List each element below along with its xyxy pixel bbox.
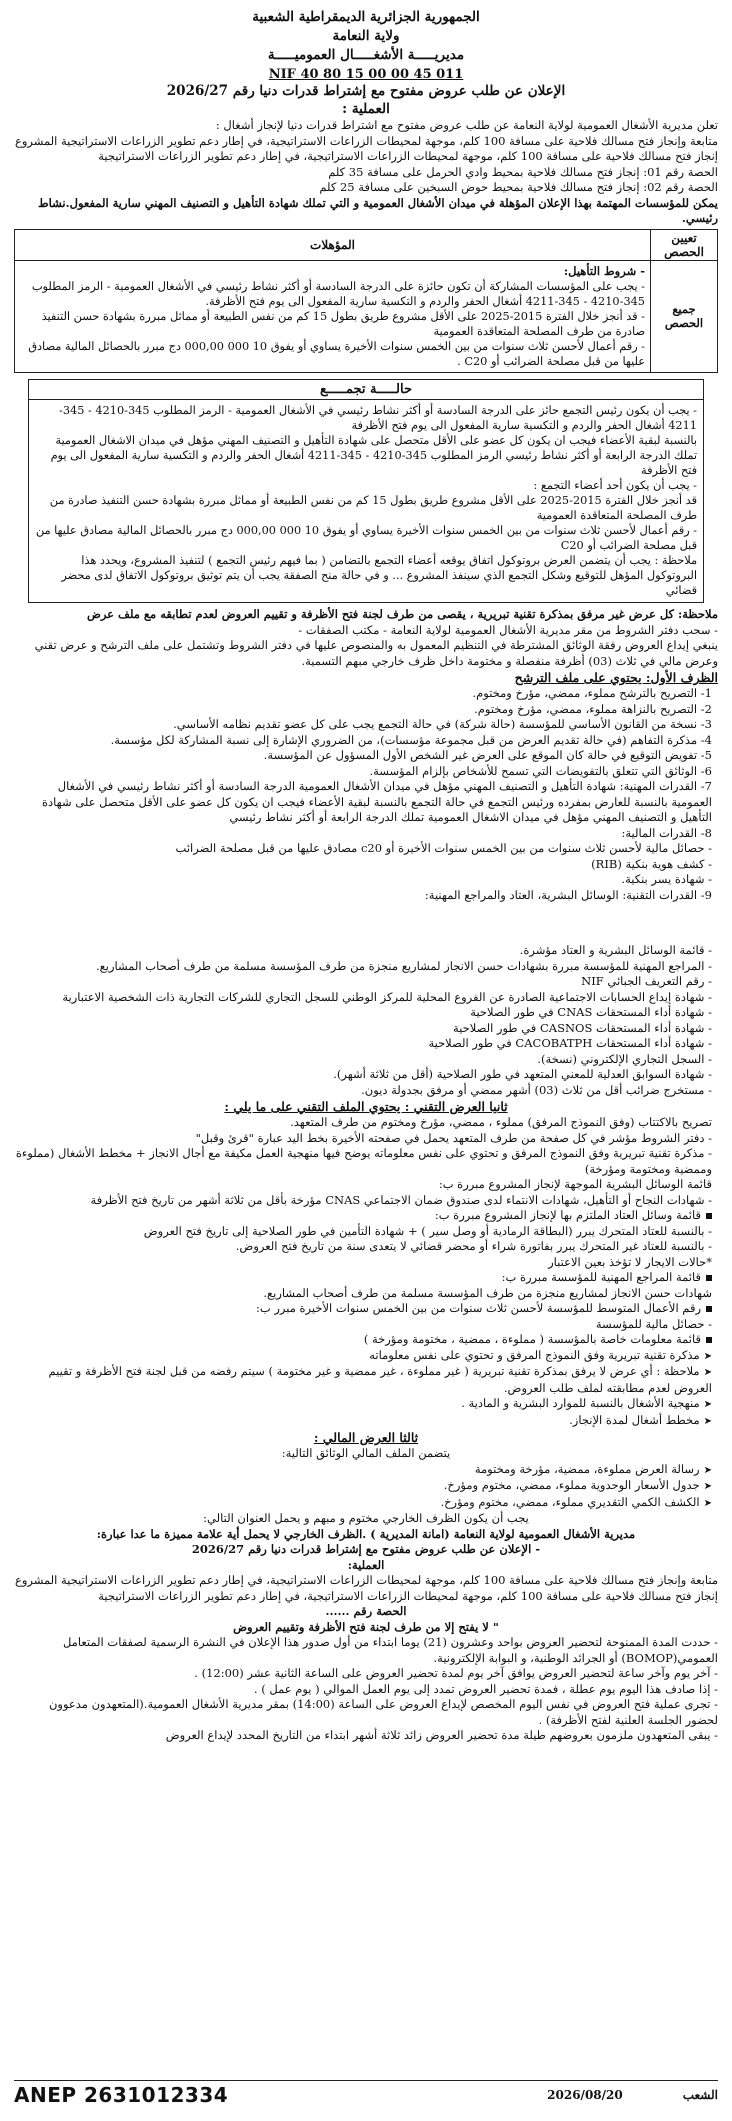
technical-item: - مذكرة تقنية تبريرية وفق النموذج المرفق و تحتوي على نفس معلوماته يوضح فيها منهجية العمل مكيفة مع أجال الانجاز + مخطط الأشغال (مملوءة وممضية ومختومة ومؤرخة) (15, 1146, 712, 1176)
closing-line: " لا يفتح إلا من طرف لجنة فتح الأظرفة وتقييم العروض (233, 1619, 499, 1634)
square-bullet-icon (706, 1275, 712, 1281)
technical-item (14, 1301, 718, 1317)
financial-offer-title: ثالثا العرض المالي : (313, 1430, 419, 1445)
closing-section (14, 1542, 718, 1744)
square-bullet-icon (706, 1306, 712, 1312)
financial-item-text: رسالة العرض مملوءة، ممضية، مؤرخة ومختومة (474, 1461, 700, 1476)
arrow-bullet-icon: ➤ (703, 1415, 712, 1427)
anep-reference: ANEP 2631012334 (14, 2083, 229, 2107)
envelope-item: 7- القدرات المهنية: شهادة التأهيل و التصنيف المهني مؤهل في ميدان الأشغال العمومية الدرجة السادسة أو أكثر نشاط رئيسي في الأشغال العمومية بالنسبة للعارض بمفرده ورئيس التجمع في حالة التجمع بالنسبة لبقية الأعضاء فيجب ان يكون كل عضو على الأقل متحصل على شهادة التأهيل و التصنيف المهني مؤهل في ميدان الاشغال العمومية تملك الدرجة الرابعة أو أكثر نشاط رئيسي (42, 779, 712, 824)
technical-item-text: مخطط أشغال لمدة الإنجاز. (569, 1412, 700, 1427)
technical-item: - حصائل مالية للمؤسسة (595, 1316, 712, 1331)
all-lots-cell: جميع الحصص (651, 260, 718, 373)
deposit-instructions: ينبغي إيداع العروض رفقة الوثائق المشترطة في التنظيم المعمول به والمنصوص عليها في دفتر الشروط وتشتمل على ملف الترشح و عرض تقني وعرض مالي في ثلاث (03) أظرفة منفصلة و مختومة داخل ظرف خارجي مبهم التسمية. (34, 638, 718, 668)
technical-item-text: رقم الأعمال المتوسط للمؤسسة لأحسن ثلاث سنوات من بين الخمس سنوات الأخيرة مبرر ب: (255, 1301, 701, 1315)
specs-withdrawal-text: - سحب دفتر الشروط من مقر مديرية الأشغال العمومية لولاية النعامة - مكتب الصفقات - (298, 622, 718, 637)
closing-line: - تجرى عملية فتح العروض في نفس اليوم المخصص لإيداع العروض على الساعة (14:00) بمقر مديرية الأشغال العمومية.(المتعهدون مدعوون لحضور الجلسة العلنية لفتح الأظرفة) . (48, 1697, 718, 1727)
announcement-title: الإعلان عن طلب عروض مفتوح مع إشتراط قدرات دنيا رقم 2026/27 (166, 83, 566, 99)
envelope-item: 5- تفويض التوقيع في حالة كان الموقع على العرض غير الشخص الأول المسؤول عن المؤسسة. (263, 748, 712, 762)
envelope-item: - كشف هوية بنكية (RIB) (591, 856, 712, 871)
envelope-item: 9- القدرات التقنية: الوسائل البشرية، العتاد والمراجع المهنية: (424, 887, 712, 902)
financial-intro: يتضمن الملف المالي الوثائق التالية: (281, 1446, 451, 1460)
document-item: - شهادة أداء المستحقات CNAS في طور الصلاحية (470, 1005, 712, 1019)
wilaya-heading: ولاية النعامة (332, 28, 400, 44)
document-item: - شهادة إيداع الحسابات الاجتماعية الصادرة عن الفروع المحلية للمركز الوطني للسجل التجاري للشركات التجارية ذات الشخصية الاعتبارية (62, 989, 712, 1004)
arrow-bullet-icon: ➤ (703, 1399, 712, 1410)
newspaper-name: الشعب (682, 2088, 718, 2102)
envelope-item: 8- القدرات المالية: (621, 825, 712, 840)
qualification-line: - قد أنجز خلال الفترة 2015-2025 على الأقل مشروع طريق بطول 15 كم من نفس الطبيعة أو مماثل مبررة بشهادة حسن التنفيذ صادرة من طرف المصلحة المتعاقدة العمومية (41, 310, 645, 338)
technical-offer-title: ثانيا العرض التقني : يحتوي الملف التقني على ما يلي : (224, 1099, 508, 1114)
intro-text: تعلن مديرية الأشغال العمومية لولاية النعامة عن طلب عروض مفتوح مع اشتراط قدرات دنيا لإنجاز أشغال : (215, 118, 718, 132)
qualification-line: - شروط التأهيل: (563, 263, 645, 278)
closing-line: - حددت المدة الممنوحة لتحضير العروض بواحد وعشرون (21) يوما ابتداء من أول صدور هذا الإعلان في النشرة الرسمية لصفقات المتعامل العمومي(BOMOP) أو الجرائد الوطنية، و البوابة الإلكترونية. (62, 1635, 718, 1665)
qualifications-cell (15, 260, 651, 373)
first-envelope-section (14, 669, 718, 903)
lot-2-text: الحصة رقم 02: إنجاز فتح مسالك فلاحية بمحيط حوض السبخين على مسافة 25 كلم (319, 180, 718, 194)
group-line: قد أنجز خلال الفترة 2015-2025 على الأقل مشروع طريق بطول 15 كم من نفس الطبيعة أو مماثل مبررة بشهادة حسن التنفيذ صادرة من طرف المصلحة المتعاقدة العمومية (49, 494, 697, 522)
submission-block (14, 607, 718, 669)
qualifications-table (14, 229, 718, 374)
intro-text: إنجاز فتح مسالك فلاحية على مسافة 100 كلم، موجهة لمحيطات الزراعات الاستراتيجية، في إطار دعم تطوير الزراعات الاستراتيجية (98, 149, 718, 163)
group-line: بالنسبة لبقية الأعضاء فيجب ان يكون كل عضو على الأقل متحصل على شهادة التأهيل و التصنيف المهني مؤهل في ميدان الاشغال العمومية تملك الدرجة الرابعة أو أكثر نشاط رئيسي الرمز المطلوب 345-4210 - 345-4211 أشغال الحفر والردم و التكسية سارية المفعول الى يوم فتح الأظرفة (50, 434, 697, 477)
qualification-line: - يجب على المؤسسات المشاركة أن تكون حائزة على الدرجة السادسة أو أكثر نشاط رئيسي في الأشغال العمومية - الرمز المطلوب 345-4210 - 345-4211 أشغال الحفر والردم و التكسية سارية المفعول الى يوم فتح الأظرفة. (31, 280, 645, 308)
arrow-bullet-icon: ➤ (703, 1367, 712, 1378)
operation-label: العملية : (342, 101, 390, 117)
technical-item: - دفتر الشروط مؤشر في كل صفحة من طرف المتعهد يحمل في صفحته الأخيرة بخط اليد عبارة "قرئ وقبل" (195, 1130, 712, 1145)
document-item: - قائمة الوسائل البشرية و العتاد مؤشرة. (519, 943, 712, 957)
technical-memo-note: ملاحظة: كل عرض غير مرفق بمذكرة تقنية تبريرية ، يقصى من طرف لجنة فتح الأظرفة و تقييم العروض لعدم تطابقه مع ملف عرض (86, 607, 718, 621)
technical-item (14, 1270, 718, 1286)
technical-item-text: قائمة معلومات خاصة بالمؤسسة ( مملوءة ، ممضية ، مختومة ومؤرخة ) (363, 1332, 701, 1346)
financial-item: مديرية الأشغال العمومية لولاية النعامة (امانة المديرية ) .الظرف الخارجي لا يحمل أية علامة مميزة ما عدا عبارة: (96, 1526, 636, 1541)
arrow-bullet-icon: ➤ (703, 1464, 712, 1476)
republic-heading: الجمهورية الجزائرية الديمقراطية الشعبية (252, 9, 480, 25)
document-item: - رقم التعريف الجبائي NIF (581, 974, 712, 988)
closing-line: - يبقى المتعهدون ملزمون بعروضهم طيلة مدة تحضير العروض زائد ثلاثة أشهر ابتداء من التاريخ المحدد لإيداع العروض (165, 1728, 718, 1742)
document-item: - السجل التجاري الإلكتروني (نسخة). (537, 1051, 712, 1066)
lots-column-header: تعيين الحصص (651, 229, 718, 260)
technical-item-text: قائمة وسائل العتاد الملتزم بها لإنجاز المشروع مبررة ب: (434, 1208, 701, 1222)
financial-item: يجب أن يكون الظرف الخارجي مختوم و مبهم و يحمل العنوان التالي: (203, 1511, 529, 1525)
envelope-item: 6- الوثائق التي تتعلق بالتفويضات التي تسمح للأشخاص بإلزام المؤسسة. (369, 763, 712, 778)
eligibility-text: يمكن للمؤسسات المهتمة بهذا الإعلان المؤهلة في ميدان الأشغال العمومية و التي تملك شهادة التأهيل و التصنيف المهني سارية المفعول.نشاط رئيسي. (38, 195, 718, 225)
arrow-bullet-icon: ➤ (703, 1497, 712, 1509)
group-case-box (28, 379, 704, 603)
closing-line: - آخر يوم وآخر ساعة لتحضير العروض يوافق آخر يوم لمدة تحضير العروض على الساعة الثانية عشر (12:00) . (194, 1666, 718, 1680)
technical-item: تصريح بالاكتتاب (وفق النموذج المرفق) مملوء ، ممضي، مؤرخ ومختوم من طرف المتعهد. (290, 1115, 712, 1129)
document-item: - شهادة أداء المستحقات CASNOS في طور الصلاحية (452, 1020, 712, 1035)
group-line: - يجب أن يكون أحد أعضاء التجمع : (533, 479, 697, 492)
qualification-line: - رقم أعمال لأحسن ثلاث سنوات من بين الخمس سنوات الأخيرة يساوي أو يفوق 10 000 000,00 دج مبرر بالحصائل المالية مصادق عليها من قبل مصلحة الضرائب أو C20 . (28, 340, 645, 368)
technical-item: - بالنسبة للعتاد المتحرك يبرر (البطاقة الرمادية أو وصل سير ) + شهادة التأمين في طور الصلاحية إلى تاريخ فتح العروض (143, 1223, 712, 1238)
financial-item (14, 1462, 718, 1479)
directorate-heading: مديريـــــة الأشغـــــال العموميـــــة (267, 47, 465, 63)
technical-item (14, 1364, 718, 1396)
technical-item: - بالنسبة للعتاد غير المتحرك يبرر بفاتورة شراء أو محضر قضائي لا يتعدى سنة من تاريخ فتح العروض. (235, 1239, 712, 1253)
financial-offer-section (14, 1429, 718, 1542)
envelope-item: 1- التصريح بالترشح مملوء، ممضي، مؤرخ ومختوم. (472, 686, 712, 700)
technical-item (14, 1396, 718, 1413)
envelope-item: 3- نسخة من القانون الأساسي للمؤسسة (حالة شركة) في حالة التجمع يجب على كل عضو تقديم نظامه الأساسي. (173, 717, 712, 731)
technical-item-text: منهجية الأشغال بالنسبة للموارد البشرية و المادية . (461, 1396, 700, 1410)
technical-item-text: مذكرة تقنية تبريرية وفق النموذج المرفق و تحتوي على نفس معلوماته (369, 1347, 700, 1362)
technical-item (14, 1348, 718, 1365)
closing-line: الحصة رقم ...... (325, 1604, 407, 1618)
financial-item (14, 1478, 718, 1495)
arrow-bullet-icon: ➤ (703, 1481, 712, 1492)
technical-item: - شهادات النجاح أو التأهيل، شهادات الانتماء لدى صندوق ضمان الاجتماعي CNAS مؤرخة بأقل من ثلاثة أشهر من تاريخ فتح الأظرفة (90, 1192, 712, 1207)
nif-number: NIF 40 80 15 00 00 45 011 (268, 67, 464, 82)
technical-item (14, 1413, 718, 1430)
technical-item (14, 1332, 718, 1348)
group-line: - رقم أعمال لأحسن ثلاث سنوات من بين الخمس سنوات الأخيرة يساوي أو يفوق 10 000 000,00 دج مبرر بالحصائل المالية مصادق عليها من قبل مصلحة الضرائب أو C20 (35, 524, 697, 552)
documents-list (14, 943, 718, 1098)
square-bullet-icon (706, 1213, 712, 1219)
envelope-item: 4- مذكرة التفاهم (في حالة تقديم العرض من قبل مجموعة مؤسسات)، من الضروري الإشارة إلى نسبة المشاركة لكل مؤسسة. (110, 732, 712, 747)
intro-block (14, 118, 718, 227)
document-item: - شهادة أداء المستحقات CACOBATPH في طور الصلاحية (428, 1036, 712, 1050)
square-bullet-icon (706, 1337, 712, 1343)
technical-item: شهادات حسن الانجاز لمشاريع منجزة من طرف المؤسسة مسلمة من طرف أصحاب المشاريع. (263, 1285, 712, 1300)
document-item: - مستخرج ضرائب أقل من ثلاث (03) أشهر ممضي أو مرفق بجدولة ديون. (361, 1082, 712, 1097)
qualifications-column-header: المؤهلات (15, 229, 651, 260)
technical-item-text: ملاحظة : أي عرض لا يرفق بمذكرة تقنية تبريرية ( غير مملوءة ، غير ممضية و غير مختومة ) سيتم رفضه من قبل لجنة فتح الأظرفة و تقييم العروض لعدم مطابقته لملف طلب العروض. (48, 1364, 712, 1395)
envelope-item: - حصائل مالية لأحسن ثلاث سنوات من بين الخمس سنوات الأخيرة أو c20 مصادق عليها من قبل مصلحة الضرائب (175, 841, 712, 855)
closing-operation-label: العملية: (347, 1557, 385, 1572)
closing-title: - الإعلان عن طلب عروض مفتوح مع إشتراط قدرات دنيا رقم 2026/27 (191, 1542, 541, 1556)
technical-item: *حالات الايجار لا تؤخذ بعين الاعتبار (548, 1254, 712, 1269)
document-item: - شهادة السوابق العدلية للمعني المتعهد في طور الصلاحية (أقل من ثلاثة أشهر). (333, 1067, 712, 1081)
document-item: - المراجع المهنية للمؤسسة مبررة بشهادات حسن الانجاز لمشاريع منجزة من طرف المؤسسة مسلمة من طرف أصحاب المشاريع. (95, 958, 712, 973)
publication-date: 2026/08/20 (547, 2088, 623, 2102)
closing-line: إنجاز فتح مسالك فلاحية على مسافة 100 كلم، موجهة لمحيطات الزراعات الاستراتيجية، في إطار دعم تطوير الزراعات الاستراتيجية (98, 1588, 718, 1603)
footer-right-group (547, 2088, 718, 2102)
financial-item (14, 1495, 718, 1512)
first-envelope-title: الظرف الأول: يحتوي على ملف الترشح (514, 670, 718, 685)
technical-offer-section (14, 1098, 718, 1429)
arrow-bullet-icon: ➤ (703, 1350, 712, 1362)
envelope-item: 2- التصريح بالنزاهة مملوء، ممضي، مؤرخ ومختوم. (474, 701, 712, 716)
technical-item: قائمة الوسائل البشرية الموجهة لإنجاز المشروع مبررة ب: (438, 1177, 712, 1191)
financial-item-text: جدول الأسعار الوحدوية مملوء، ممضي، مختوم ومؤرخ. (443, 1478, 700, 1492)
group-line: - يجب أن يكون رئيس التجمع حائز على الدرجة السادسة أو أكثر نشاط رئيسي في الأشغال العمومية - الرمز المطلوب 345-4210 - 345-4211 أشغال الحفر والردم و التكسية سارية المفعول الى يوم فتح الأظرفة (59, 404, 697, 432)
closing-line: متابعة وإنجاز فتح مسالك فلاحية على مسافة 100 كلم، موجهة لمحيطات الزراعات الاستراتيجية، في إطار دعم تطوير الزراعات الاستراتيجية المشروع (14, 1573, 718, 1587)
technical-item-text: قائمة المراجع المهنية للمؤسسة مبررة ب: (501, 1270, 701, 1284)
envelope-item: - شهادة يسر بنكية. (621, 872, 712, 886)
intro-text: متابعة وإنجاز فتح مسالك فلاحية على مسافة 100 كلم، موجهة لمحيطات الزراعات الاستراتيجية، في إطار دعم تطوير الزراعات الاستراتيجية المشروع (14, 133, 718, 148)
lot-1-text: الحصة رقم 01: إنجاز فتح مسالك فلاحية بمحيط وادي الحرمل على مسافة 35 كلم (328, 164, 718, 179)
page-footer (14, 2080, 718, 2109)
financial-item-text: الكشف الكمي التقديري مملوء، ممضي، مختوم ومؤرخ. (440, 1494, 700, 1509)
column-gap (14, 903, 718, 943)
group-case-title: حالـــــة تجمـــــع (29, 380, 703, 400)
closing-line: - إذا صادف هذا اليوم يوم عطلة ، فمدة تحضير العروض تمدد إلى يوم العمل الموالي ( يوم عمل ) . (253, 1681, 718, 1696)
group-note: ملاحظة : يجب أن يتضمن العرض بروتوكول اتفاق يوقعه أعضاء التجمع بالتضامن ( بما فيهم رئيس التجمع ) لتنفيذ المشروع، ويحدد هذا البروتوكول المؤهل للتوقيع وشكل التجمع الذي سينفذ المشروع ... و في حالة منح الصفقة يجب أن يتم توثيق بروتوكول الاتفاق لدى محضر قضائي (61, 554, 697, 597)
technical-item (14, 1208, 718, 1224)
